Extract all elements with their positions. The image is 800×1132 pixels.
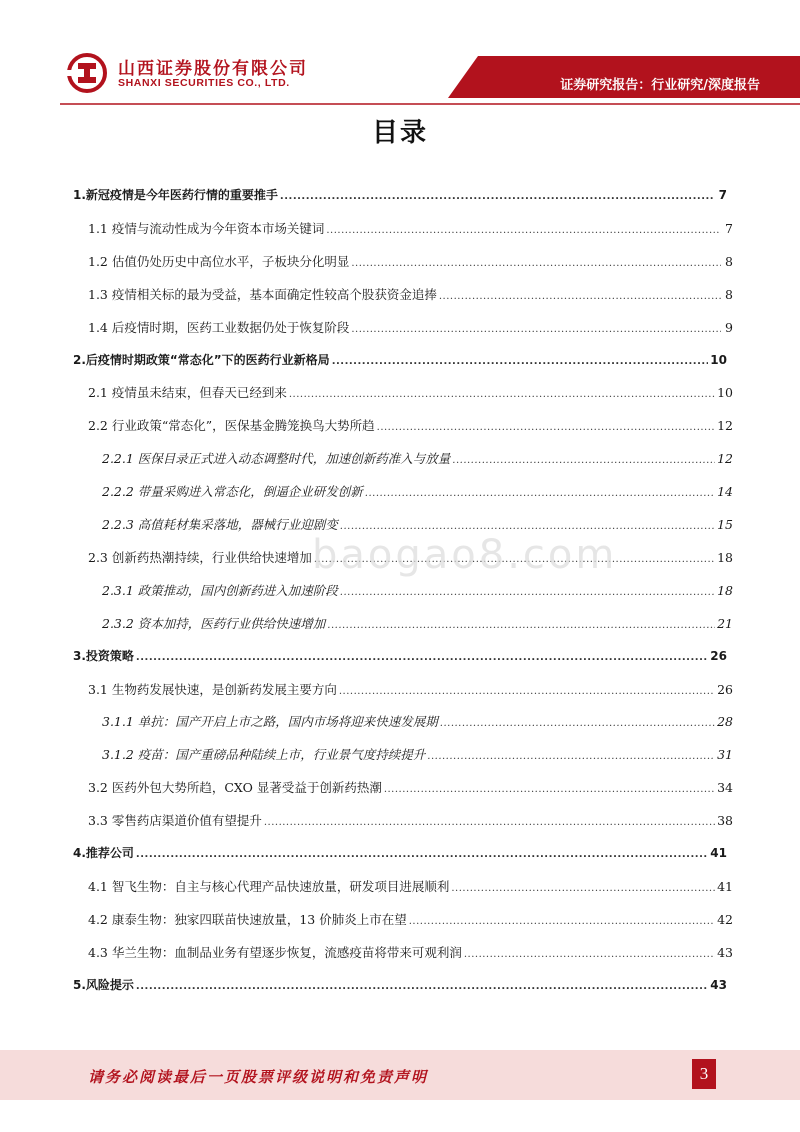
toc-leader-dots [365,488,715,499]
toc-leader-dots [439,291,721,302]
toc-leader-dots [136,981,708,992]
toc-leader-dots [440,718,715,729]
toc-leader-dots [327,620,715,631]
page-header [0,0,800,108]
toc-entry[interactable] [73,647,727,667]
toc-leader-dots [452,455,715,466]
toc-entry[interactable] [88,811,733,831]
toc-entry-title: 5.风险提示 [73,978,134,992]
toc-entry-title: 2.3 创新药热潮持续，行业供给快速增加 [88,550,312,565]
toc-entry-title: 2.后疫情时期政策“常态化”下的医药行业新格局 [73,353,330,367]
report-type-label: 证券研究报告：行业研究/深度报告 [560,78,760,93]
toc-entry[interactable] [88,416,733,436]
watermark: baogao8.com [312,532,618,578]
toc-entry[interactable] [88,219,733,239]
disclaimer-note: 请务必阅读最后一页股票评级说明和免责声明 [88,1068,429,1086]
toc-entry[interactable] [102,449,733,469]
toc-entry-page: 41 [717,879,733,894]
toc-entry[interactable] [88,383,733,403]
toc-leader-dots [451,883,715,894]
toc-entry-title: 1.新冠疫情是今年医药行情的重要推手 [73,188,278,202]
toc-entry-page: 41 [710,846,727,860]
toc-entry[interactable] [88,910,733,930]
toc-entry-page: 43 [710,978,727,992]
toc-leader-dots [332,356,709,367]
toc-entry[interactable] [88,285,733,305]
toc-leader-dots [264,817,715,828]
toc-entry[interactable] [88,680,733,700]
toc-entry-page: 26 [710,649,727,663]
toc-entry[interactable] [88,548,733,568]
brand-name-en: SHANXI SECURITIES CO., LTD. [118,77,290,89]
toc-entry-title: 2.2 行业政策“常态化”，医保基金腾笼换鸟大势所趋 [88,418,375,433]
toc-leader-dots [340,521,715,532]
toc-leader-dots [427,751,715,762]
toc-leader-dots [340,587,715,598]
toc-entry-page: 12 [717,418,733,433]
toc-entry-page: 10 [710,353,727,367]
toc-entry-page: 9 [725,320,733,335]
toc-entry-title: 3.1 生物药发展快速，是创新药发展主要方向 [88,682,337,697]
toc-entry-page: 43 [717,945,733,960]
toc-entry[interactable] [102,712,733,732]
toc-entry-title: 3.1.1 单抗：国产开启上市之路，国内市场将迎来快速发展期 [102,714,438,729]
toc-entry[interactable] [102,614,733,634]
toc-entry-page: 8 [725,254,733,269]
toc-entry[interactable] [102,482,733,502]
toc-entry-page: 8 [725,287,733,302]
toc-entry-page: 28 [717,714,733,729]
toc-entry-title: 3.投资策略 [73,649,134,663]
toc-entry-title: 2.3.2 资本加持，医药行业供给快速增加 [102,616,326,631]
toc-leader-dots [339,686,715,697]
toc-entry[interactable] [73,976,727,996]
toc-entry-title: 3.2 医药外包大势所趋，CXO 显著受益于创新药热潮 [88,780,382,795]
toc-entry-title: 4.推荐公司 [73,846,134,860]
brand-name-cn: 山西证券股份有限公司 [118,59,308,79]
toc-leader-dots [409,916,715,927]
toc-entry-title: 3.3 零售药店渠道价值有望提升 [88,813,262,828]
toc-leader-dots [326,225,721,236]
toc-entry-page: 42 [717,912,733,927]
toc-entry-title: 3.1.2 疫苗：国产重磅品种陆续上市，行业景气度持续提升 [102,747,426,762]
toc-entry-page: 7 [718,188,727,202]
toc-leader-dots [384,784,715,795]
toc-leader-dots [136,849,708,860]
toc-entry-page: 7 [725,221,733,236]
toc-entry-title: 2.2.2 带量采购进入常态化，倒逼企业研发创新 [102,484,363,499]
toc-entry[interactable] [102,745,733,765]
page-number: 3 [692,1059,716,1089]
toc-leader-dots [351,324,721,335]
toc-entry-title: 4.3 华兰生物：血制品业务有望逐步恢复，流感疫苗将带来可观利润 [88,945,462,960]
toc-leader-dots [280,191,715,202]
toc-entry-title: 4.1 智飞生物：自主与核心代理产品快速放量，研发项目进展顺利 [88,879,450,894]
toc-entry-page: 12 [717,451,733,466]
toc-entry[interactable] [73,186,727,206]
toc-entry-page: 18 [717,550,733,565]
toc-entry-page: 31 [717,747,733,762]
toc-entry-page: 10 [717,385,733,400]
toc-entry-title: 2.3.1 政策推动，国内创新药进入加速阶段 [102,583,338,598]
toc-entry-title: 1.4 后疫情时期，医药工业数据仍处于恢复阶段 [88,320,350,335]
toc-entry-page: 15 [717,517,733,532]
toc-entry-page: 38 [717,813,733,828]
page-title: 目录 [371,118,428,148]
toc-leader-dots [464,949,715,960]
toc-entry-title: 1.2 估值仍处历史中高位水平，子板块分化明显 [88,254,350,269]
company-logo-icon [66,52,108,94]
page-footer [0,1050,800,1100]
toc-entry-page: 18 [717,583,733,598]
toc-leader-dots [314,554,715,565]
toc-leader-dots [377,422,715,433]
toc-entry-title: 1.1 疫情与流动性成为今年资本市场关键词 [88,221,325,236]
toc-entry[interactable] [88,943,733,963]
toc-entry-page: 26 [717,682,733,697]
toc-entry-title: 2.1 疫情虽未结束，但春天已经到来 [88,385,287,400]
toc-entry[interactable] [88,877,733,897]
toc-entry[interactable] [88,252,733,272]
toc-entry-page: 21 [717,616,733,631]
toc-entry[interactable] [102,515,733,535]
toc-entry[interactable] [88,318,733,338]
toc-entry[interactable] [88,778,733,798]
toc-entry[interactable] [73,351,727,371]
toc-entry[interactable] [102,581,733,601]
toc-entry-title: 2.2.1 医保目录正式进入动态调整时代，加速创新药准入与放量 [102,451,451,466]
toc-entry-title: 2.2.3 高值耗材集采落地，器械行业迎剧变 [102,517,338,532]
toc-entry-title: 4.2 康泰生物：独家四联苗快速放量，13 价肺炎上市在望 [88,912,407,927]
toc-leader-dots [136,652,708,663]
toc-leader-dots [289,389,715,400]
toc-entry[interactable] [73,844,727,864]
toc-entry-title: 1.3 疫情相关标的最为受益，基本面确定性较高个股获资金追捧 [88,287,437,302]
toc-entry-page: 34 [717,780,733,795]
toc-leader-dots [351,258,721,269]
toc-entry-page: 14 [717,484,733,499]
